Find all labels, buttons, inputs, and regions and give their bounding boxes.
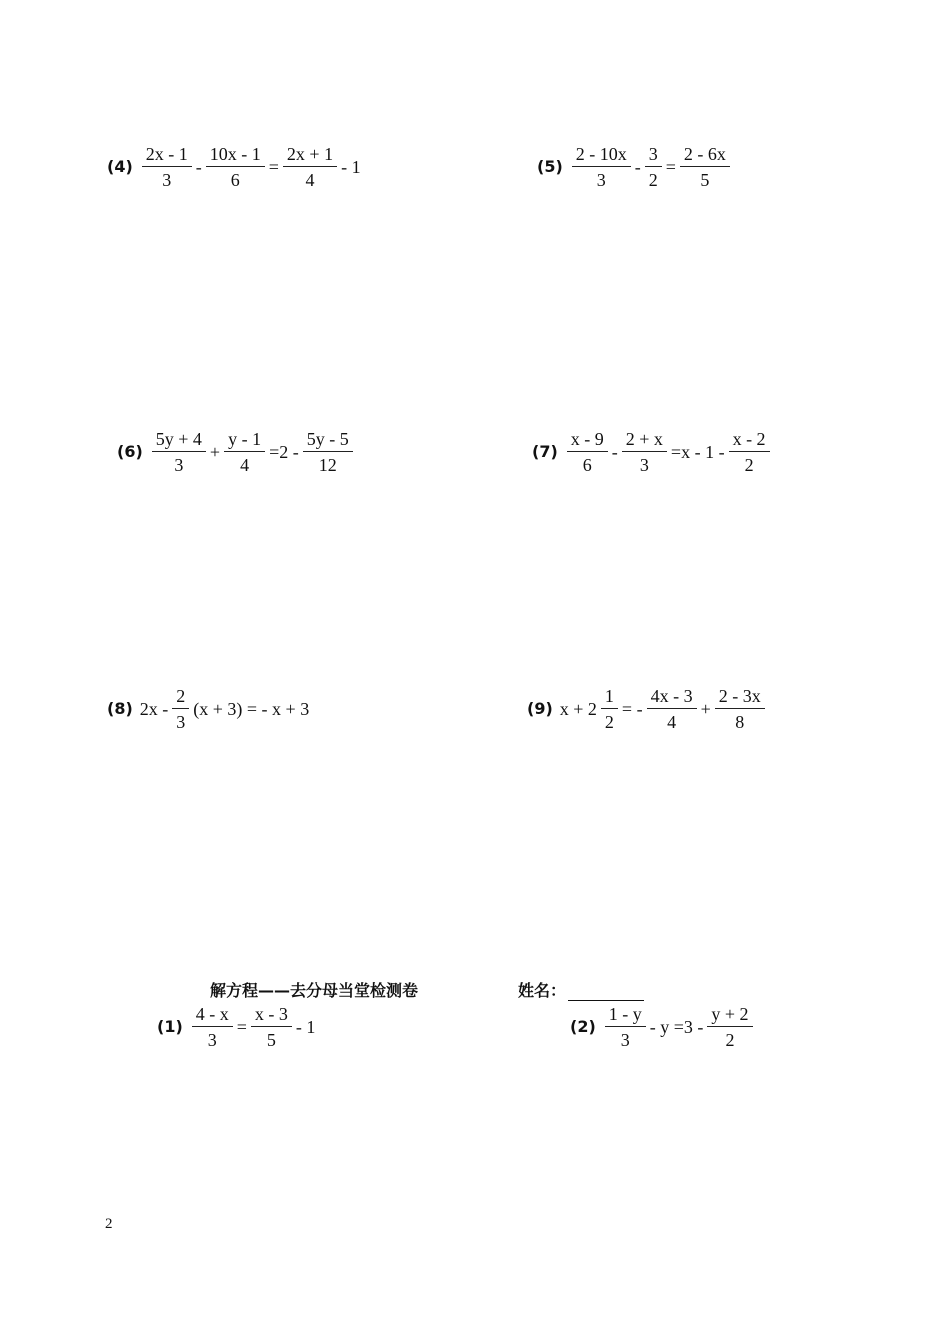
fraction [206, 145, 265, 189]
fraction [572, 145, 631, 189]
numerator: y - 1 [224, 430, 265, 452]
problem-label: (4) [107, 157, 133, 176]
equals-sign: = [236, 1017, 247, 1037]
equals-sign: = [665, 157, 676, 177]
page-number: 2 [105, 1216, 113, 1232]
denominator: 3 [639, 455, 649, 475]
denominator: 6 [230, 170, 240, 190]
expression-middle: =x - 1 - [670, 442, 725, 462]
operator: + [209, 442, 221, 462]
mixed-fraction [601, 687, 618, 731]
problem-9 [527, 687, 768, 731]
numerator: x - 2 [729, 430, 770, 452]
fraction [707, 1005, 752, 1049]
fraction [567, 430, 608, 474]
quiz-title: 解方程——去分母当堂检测卷 [210, 981, 419, 1000]
fraction [172, 687, 189, 731]
numerator: 1 - y [605, 1005, 646, 1027]
fraction [645, 145, 662, 189]
numerator: 1 [601, 687, 618, 709]
expression-middle: =2 - [269, 442, 299, 462]
fraction [283, 145, 337, 189]
numerator: 2 - 3x [715, 687, 765, 709]
expression-middle: - y =3 - [649, 1017, 704, 1037]
denominator: 8 [735, 712, 745, 732]
quiz-problem-2 [570, 1005, 756, 1049]
denominator: 6 [582, 455, 592, 475]
numerator: y + 2 [707, 1005, 752, 1027]
denominator: 5 [266, 1030, 276, 1050]
numerator: 4x - 3 [647, 687, 697, 709]
fraction [251, 1005, 292, 1049]
problem-7 [532, 430, 773, 474]
numerator: x - 3 [251, 1005, 292, 1027]
expression-lead: x + 2 [559, 699, 597, 719]
fraction [680, 145, 730, 189]
fraction [605, 1005, 646, 1049]
quiz-problem-1 [157, 1005, 316, 1049]
fraction [729, 430, 770, 474]
operator: - [195, 157, 202, 177]
denominator: 4 [240, 455, 250, 475]
name-blank[interactable] [568, 985, 644, 1001]
numerator: 10x - 1 [206, 145, 265, 167]
denominator: 3 [207, 1030, 217, 1050]
problem-6 [117, 430, 356, 474]
numerator: 2 - 6x [680, 145, 730, 167]
fraction [152, 430, 206, 474]
problem-label: (6) [117, 442, 143, 461]
denominator: 5 [700, 170, 710, 190]
name-field [518, 978, 644, 1001]
fraction [303, 430, 353, 474]
fraction [224, 430, 265, 474]
expression-middle: = - [621, 699, 643, 719]
numerator: 2x + 1 [283, 145, 337, 167]
numerator: 5y + 4 [152, 430, 206, 452]
denominator: 3 [176, 712, 186, 732]
numerator: x - 9 [567, 430, 608, 452]
problem-4 [107, 145, 362, 189]
denominator: 2 [648, 170, 658, 190]
denominator: 3 [174, 455, 184, 475]
numerator: 5y - 5 [303, 430, 353, 452]
numerator: 3 [645, 145, 662, 167]
fraction [142, 145, 192, 189]
fraction [715, 687, 765, 731]
fraction [647, 687, 697, 731]
numerator: 4 - x [192, 1005, 233, 1027]
problem-label: (1) [157, 1017, 183, 1036]
denominator: 2 [744, 455, 754, 475]
expression-tail: (x + 3) = - x + 3 [193, 699, 310, 719]
numerator: 2 + x [622, 430, 667, 452]
problem-label: (2) [570, 1017, 596, 1036]
denominator: 2 [604, 712, 614, 732]
operator: - [611, 442, 618, 462]
numerator: 2x - 1 [142, 145, 192, 167]
problem-label: (7) [532, 442, 558, 461]
denominator: 2 [725, 1030, 735, 1050]
problem-label: (9) [527, 699, 553, 718]
fraction [622, 430, 667, 474]
name-label: 姓名： [518, 981, 567, 1000]
denominator: 3 [596, 170, 606, 190]
denominator: 4 [305, 170, 315, 190]
problem-label: (8) [107, 699, 133, 718]
problem-8 [107, 687, 310, 731]
expression-tail: - 1 [295, 1017, 316, 1037]
denominator: 3 [620, 1030, 630, 1050]
problem-5 [537, 145, 733, 189]
fraction [192, 1005, 233, 1049]
numerator: 2 [172, 687, 189, 709]
numerator: 2 - 10x [572, 145, 631, 167]
denominator: 4 [667, 712, 677, 732]
expression-tail: - 1 [341, 157, 361, 177]
operator: + [700, 699, 711, 719]
denominator: 3 [162, 170, 172, 190]
problem-label: (5) [537, 157, 563, 176]
equals-sign: = [268, 157, 279, 177]
operator: - [634, 157, 641, 177]
denominator: 12 [318, 455, 337, 475]
expression-lead: 2x - [139, 699, 169, 719]
